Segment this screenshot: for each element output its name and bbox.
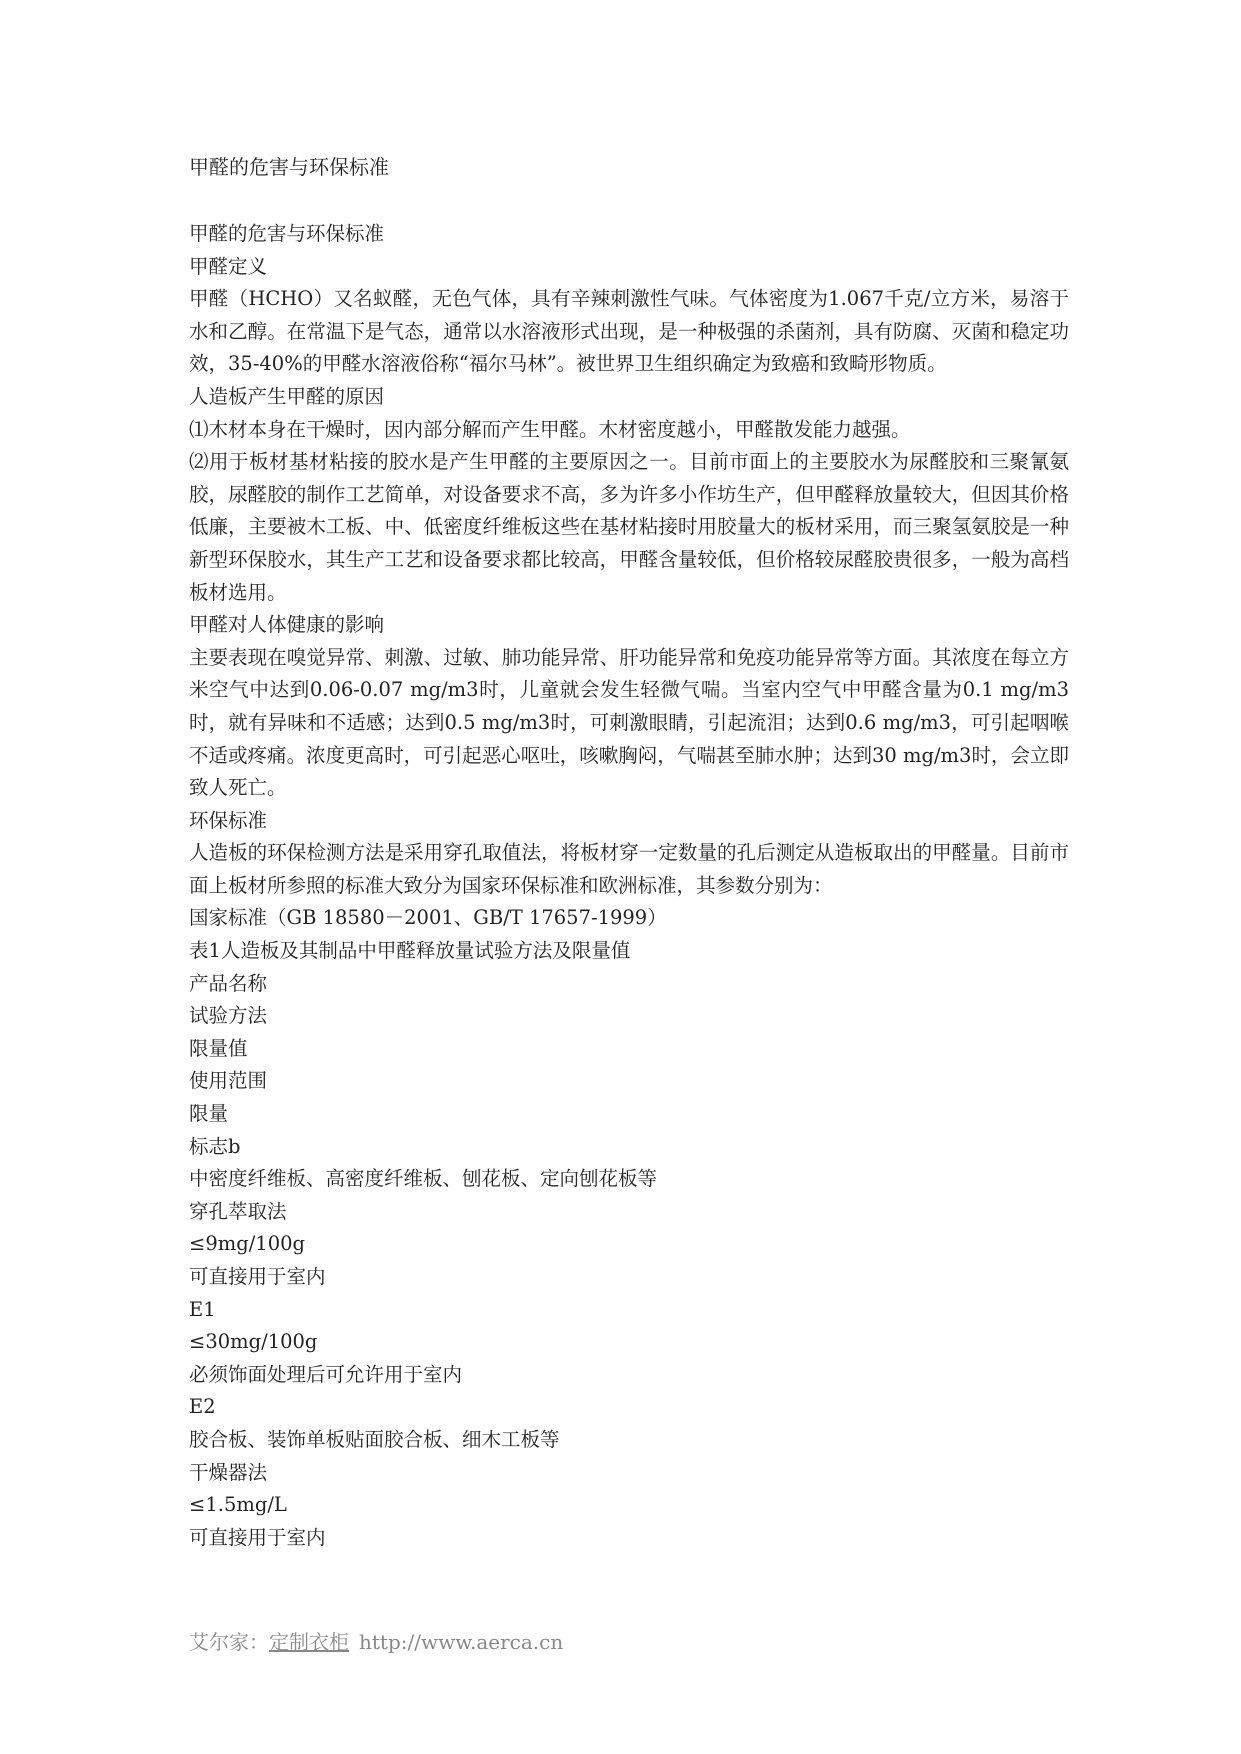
paragraph: 人造板的环保检测方法是采用穿孔取值法，将板材穿一定数量的孔后测定从造板取出的甲醛量。目前市面上板材所参照的标准大致分为国家环保标准和欧洲标准，其参数分别为： xyxy=(189,841,1069,897)
section-heading: 环保标准 xyxy=(189,808,268,832)
table-caption: 表1人造板及其制品中甲醛释放量试验方法及限量值 xyxy=(189,939,631,963)
document-body xyxy=(189,218,1069,1554)
page-title: 甲醛的危害与环保标准 xyxy=(189,155,389,179)
table-cell: 标志b xyxy=(189,1134,241,1158)
article-heading: 甲醛的危害与环保标准 xyxy=(189,222,385,245)
table-cell: ≤30mg/100g xyxy=(189,1330,318,1354)
table-cell: 产品名称 xyxy=(189,971,268,995)
table-cell: 中密度纤维板、高密度纤维板、刨花板、定向刨花板等 xyxy=(189,1167,658,1191)
section-heading: 人造板产生甲醛的原因 xyxy=(189,384,385,408)
section-heading: 甲醛对人体健康的影响 xyxy=(189,613,385,637)
paragraph: ⑴木材本身在干燥时，因内部分解而产生甲醛。木材密度越小，甲醛散发能力越强。 xyxy=(189,417,911,441)
table-cell: 限量 xyxy=(189,1102,229,1126)
standard-reference: 国家标准（GB 18580－2001、GB/T 17657-1999） xyxy=(189,906,667,930)
table-cell: 干燥器法 xyxy=(189,1460,268,1484)
paragraph: ⑵用于板材基材粘接的胶水是产生甲醛的主要原因之一。目前市面上的主要胶水为尿醛胶和三聚氰氨胶，尿醛胶的制作工艺简单，对设备要求不高，多为许多小作坊生产，但甲醛释放量较大，但因其价格低廉，主要被木工板、中、低密度纤维板这些在基材粘接时用胶量大的板材采用，而三聚氢氨胶是一种新型环保胶水，其生产工艺和设备要求都比较高，甲醛含量较低，但价格较尿醛胶贵很多，一般为高档板材选用。 xyxy=(189,450,1069,604)
paragraph: 主要表现在嗅觉异常、刺激、过敏、肺功能异常、肝功能异常和免疫功能异常等方面。其浓度在每立方米空气中达到0.06-0.07 mg/m3时，儿童就会发生轻微气喘。当室内空气中甲醛含量为0.1 mg/m3时，就有异味和不适感；达到0.5 mg/m3时，可刺激眼睛，引起流泪；达到0.6 mg/m3，可引起咽喉不适或疼痛。浓度更高时，可引起恶心呕吐，咳嗽胸闷，气喘甚至肺水肿；达到30 mg/m3时，会立即致人死亡。 xyxy=(189,645,1069,800)
table-cell: 限量值 xyxy=(189,1036,248,1060)
table-cell: E2 xyxy=(189,1395,216,1419)
table-cell: ≤1.5mg/L xyxy=(189,1493,287,1517)
table-cell: 穿孔萃取法 xyxy=(189,1199,287,1223)
table-cell: ≤9mg/100g xyxy=(189,1232,305,1256)
section-heading: 甲醛定义 xyxy=(189,254,268,278)
table-cell: E1 xyxy=(189,1297,216,1321)
footer-brand: 艾尔家： xyxy=(189,1630,269,1654)
paragraph: 甲醛（HCHO）又名蚁醛，无色气体，具有辛辣刺激性气味。气体密度为1.067千克/立方米，易溶于水和乙醇。在常温下是气态，通常以水溶液形式出现，是一种极强的杀菌剂，具有防腐、灭菌和稳定功效，35-40%的甲醛水溶液俗称“福尔马林”。被世界卫生组织确定为致癌和致畸形物质。 xyxy=(189,287,1069,376)
table-cell: 可直接用于室内 xyxy=(189,1265,326,1288)
table-cell: 必须饰面处理后可允许用于室内 xyxy=(189,1362,463,1386)
table-cell: 可直接用于室内 xyxy=(189,1525,326,1549)
table-cell: 胶合板、装饰单板贴面胶合板、细木工板等 xyxy=(189,1427,560,1451)
footer xyxy=(189,1628,563,1656)
table-cell: 使用范围 xyxy=(189,1069,268,1093)
table-cell: 试验方法 xyxy=(189,1004,268,1028)
footer-link[interactable]: 定制衣柜 xyxy=(269,1630,349,1654)
footer-url[interactable]: http://www.aerca.cn xyxy=(359,1630,564,1654)
